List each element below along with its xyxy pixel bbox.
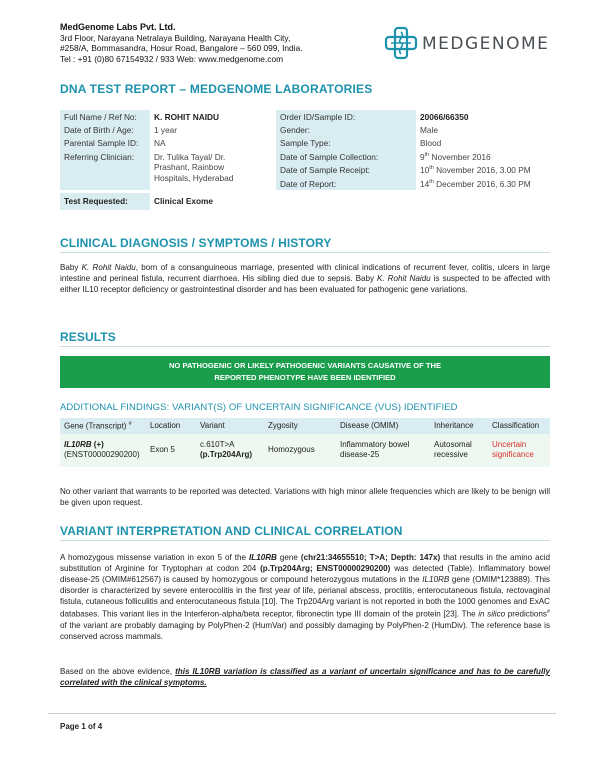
clinical-text-2: , born of a consanguineous marriage, presented with clinical indications of recurrent fever, colitis, ulcers in large intestine and perineal fistula, recurrent diarrhoea. His sibling died due to sepsis. Baby bbox=[60, 263, 550, 283]
clinician-line-2: Prashant, Rainbow bbox=[154, 162, 225, 173]
interpretation-section-title: VARIANT INTERPRETATION AND CLINICAL CORRELATION bbox=[60, 524, 403, 538]
classification-line-2: significance bbox=[492, 450, 534, 460]
gene-cell bbox=[60, 434, 146, 467]
conclusion-emphasis: this IL10RB variation is classified as a variant of uncertain significance and has to be carefully correlated with the clinical symptoms. bbox=[60, 667, 550, 687]
col-location: Location bbox=[146, 418, 196, 434]
variant-cell bbox=[196, 434, 264, 467]
full-name-label: Full Name / Ref No: bbox=[60, 110, 150, 123]
col-variant: Variant bbox=[196, 418, 264, 434]
collection-day: 9 bbox=[420, 151, 425, 162]
interp-protein-change: (p.Trp204Arg; ENST00000290200) bbox=[260, 564, 391, 573]
col-zygosity: Zygosity bbox=[264, 418, 336, 434]
col-gene-sup: # bbox=[128, 421, 132, 427]
col-disease: Disease (OMIM) bbox=[336, 418, 430, 434]
inheritance-line-2: recessive bbox=[434, 450, 468, 460]
sample-type-value: Blood bbox=[416, 137, 550, 150]
vus-table bbox=[60, 418, 550, 467]
gene-suffix: (+) bbox=[91, 439, 104, 449]
clinician-line-1: Dr. Tulika Tayal/ Dr. bbox=[154, 151, 226, 162]
collection-rest: November 2016 bbox=[429, 151, 491, 162]
interp-coordinates: (chr21:34655510; T>A; Depth: 147x) bbox=[300, 553, 441, 562]
clinician-label: Referring Clinician: bbox=[60, 150, 150, 163]
receipt-date-label: Date of Sample Receipt: bbox=[276, 164, 416, 177]
patient-info-table bbox=[60, 110, 550, 210]
patient-name-italic: K. Rohit Naidu bbox=[377, 274, 431, 283]
dob-value: 1 year bbox=[150, 123, 276, 136]
section-divider bbox=[60, 252, 550, 253]
interp-gene-italic: IL10RB bbox=[422, 575, 450, 584]
table-row bbox=[60, 123, 550, 136]
footer-divider bbox=[48, 713, 556, 714]
report-day: 14 bbox=[420, 178, 430, 189]
results-section-title: RESULTS bbox=[60, 330, 116, 344]
no-other-variant-note: No other variant that warrants to be reported was detected. Variations with high minor allele frequencies which are likely to be benign will be given upon request. bbox=[60, 487, 550, 507]
inheritance-cell bbox=[430, 434, 488, 467]
disease-line-1: Inflammatory bowel bbox=[340, 439, 410, 449]
classification-line-1: Uncertain bbox=[492, 439, 527, 449]
table-row bbox=[60, 434, 550, 467]
variant-protein: (p.Trp204Arg) bbox=[200, 450, 253, 460]
banner-line-1: NO PATHOGENIC OR LIKELY PATHOGENIC VARIANTS CAUSATIVE OF THE bbox=[168, 361, 442, 370]
test-requested-label: Test Requested: bbox=[60, 193, 150, 209]
results-banner bbox=[60, 356, 550, 388]
receipt-day: 10 bbox=[420, 165, 430, 176]
table-row bbox=[60, 110, 550, 123]
contact-line: Tel : +91 (0)80 67154932 / 933 Web: www.medgenome.com bbox=[60, 53, 284, 64]
classification-cell bbox=[488, 434, 550, 467]
table-row bbox=[60, 137, 550, 150]
table-row bbox=[60, 164, 550, 177]
conclusion-paragraph bbox=[60, 666, 550, 688]
dob-label: Date of Birth / Age: bbox=[60, 123, 150, 136]
page-number: Page 1 of 4 bbox=[60, 722, 103, 731]
interp-text-6: of the variant are probably damaging by PolyPhen-2 (HumVar) and possibly damaging by PolyPhen-2 (HumDiv). The reference base is conserved across mammals. bbox=[60, 620, 550, 641]
zygosity-cell: Homozygous bbox=[264, 434, 336, 467]
conclusion-text: Based on the above evidence, bbox=[60, 667, 176, 676]
disease-line-2: disease-25 bbox=[340, 450, 380, 460]
interp-text-3: was detected (Table). Inflammatory bowel disease-25 (OMIM#612567) is caused by homozygous or compound heterozygous mutations in the bbox=[60, 564, 550, 584]
clinical-text-1: Baby bbox=[60, 263, 82, 272]
interp-gene-word: gene bbox=[276, 553, 301, 562]
sample-type-label: Sample Type: bbox=[276, 137, 416, 150]
logo-text: MEDGENOME bbox=[422, 34, 550, 54]
empty-label-cell bbox=[60, 177, 150, 190]
col-gene bbox=[60, 418, 146, 434]
gender-label: Gender: bbox=[276, 123, 416, 136]
variant-cdna: c.610T>A bbox=[200, 439, 235, 449]
interp-gene: IL10RB bbox=[249, 553, 277, 562]
interp-text-1: A homozygous missense variation in exon 5 of the bbox=[60, 553, 250, 562]
clinician-line-3: Hospitals, Hyderabad bbox=[154, 172, 234, 183]
report-rest: December 2016, 6.30 PM bbox=[433, 178, 531, 189]
order-id-value: 20066/66350 bbox=[416, 110, 550, 123]
clinical-section-title: CLINICAL DIAGNOSIS / SYMPTOMS / HISTORY bbox=[60, 236, 332, 250]
collection-sup: th bbox=[424, 151, 430, 158]
full-name-value: K. ROHIT NAIDU bbox=[150, 110, 276, 123]
report-title: DNA TEST REPORT – MEDGENOME LABORATORIES bbox=[60, 82, 373, 96]
section-divider bbox=[60, 346, 550, 347]
disease-cell bbox=[336, 434, 430, 467]
parental-sample-value: NA bbox=[150, 137, 276, 150]
report-date-value bbox=[416, 177, 550, 190]
address-line-1: 3rd Floor, Narayana Netralaya Building, Narayana Health City, bbox=[60, 32, 291, 43]
receipt-date-value bbox=[416, 164, 550, 177]
patient-name-italic: K. Rohit Naidu bbox=[81, 263, 136, 272]
col-gene-label: Gene (Transcript) bbox=[64, 421, 127, 431]
banner-line-2: REPORTED PHENOTYPE HAVE BEEN IDENTIFIED bbox=[214, 373, 396, 382]
table-row bbox=[60, 150, 550, 163]
collection-date-value bbox=[416, 150, 550, 163]
interp-text-5: predictions bbox=[505, 609, 547, 619]
medgenome-logo bbox=[384, 26, 554, 62]
interp-text-2: that results in the amino acid substitution of Arginine for Tryptophan at codon 204 bbox=[60, 553, 550, 573]
company-address-block bbox=[60, 22, 303, 64]
order-id-label: Order ID/Sample ID: bbox=[276, 110, 416, 123]
interp-sup: # bbox=[546, 609, 550, 615]
test-requested-row bbox=[60, 193, 550, 209]
col-classification: Classification bbox=[488, 418, 550, 434]
table-header-row bbox=[60, 418, 550, 434]
report-date-label: Date of Report: bbox=[276, 177, 416, 190]
col-inheritance: Inheritance bbox=[430, 418, 488, 434]
interp-text-4: gene (OMIM*123889). This disorder is characterized by severe enterocolitis in the first year of life, perianal abscess, proctitis, enterocutaneous fistula, rectovaginal fistula, cutaneous folliculitis and enterocutaneous fistula [10]. The Trp204Arg variant is not reported in both the 1000 genomes and ExAC databases. This variant lies in the Interferon-alpha/beta receptor, fibronectin type III domain of the protein [23]. The bbox=[60, 575, 550, 619]
clinician-value bbox=[150, 150, 276, 190]
table-row bbox=[60, 177, 550, 190]
empty-label-cell bbox=[60, 164, 150, 177]
address-line-2: #258/A, Bommasandra, Hosur Road, Bangalore – 560 099, India. bbox=[60, 43, 303, 54]
gender-value: Male bbox=[416, 123, 550, 136]
vus-subtitle: ADDITIONAL FINDINGS: VARIANT(S) OF UNCERTAIN SIGNIFICANCE (VUS) IDENTIFIED bbox=[60, 402, 458, 413]
medgenome-cross-logo-icon bbox=[384, 26, 418, 60]
report-sup: th bbox=[429, 178, 434, 185]
transcript-id: (ENST00000290200) bbox=[64, 450, 140, 460]
gene-name: IL10RB bbox=[64, 439, 92, 449]
clinical-text-3: is suspected to be affected with either IL10 receptor deficiency or gastrointestinal disorder and has been evaluated for pathogenic gene variations. bbox=[60, 274, 550, 294]
collection-date-label: Date of Sample Collection: bbox=[276, 150, 416, 163]
test-requested-value: Clinical Exome bbox=[150, 193, 550, 209]
receipt-rest: November 2016, 3.00 PM bbox=[433, 165, 531, 176]
interpretation-paragraph bbox=[60, 552, 550, 642]
interp-insilico: in silico bbox=[478, 609, 506, 619]
parental-sample-label: Parental Sample ID: bbox=[60, 137, 150, 150]
inheritance-line-1: Autosomal bbox=[434, 439, 472, 449]
section-divider bbox=[60, 540, 550, 541]
location-cell: Exon 5 bbox=[146, 434, 196, 467]
company-name: MedGenome Labs Pvt. Ltd. bbox=[60, 22, 176, 32]
clinical-history-paragraph bbox=[60, 262, 550, 295]
receipt-sup: th bbox=[429, 165, 434, 172]
